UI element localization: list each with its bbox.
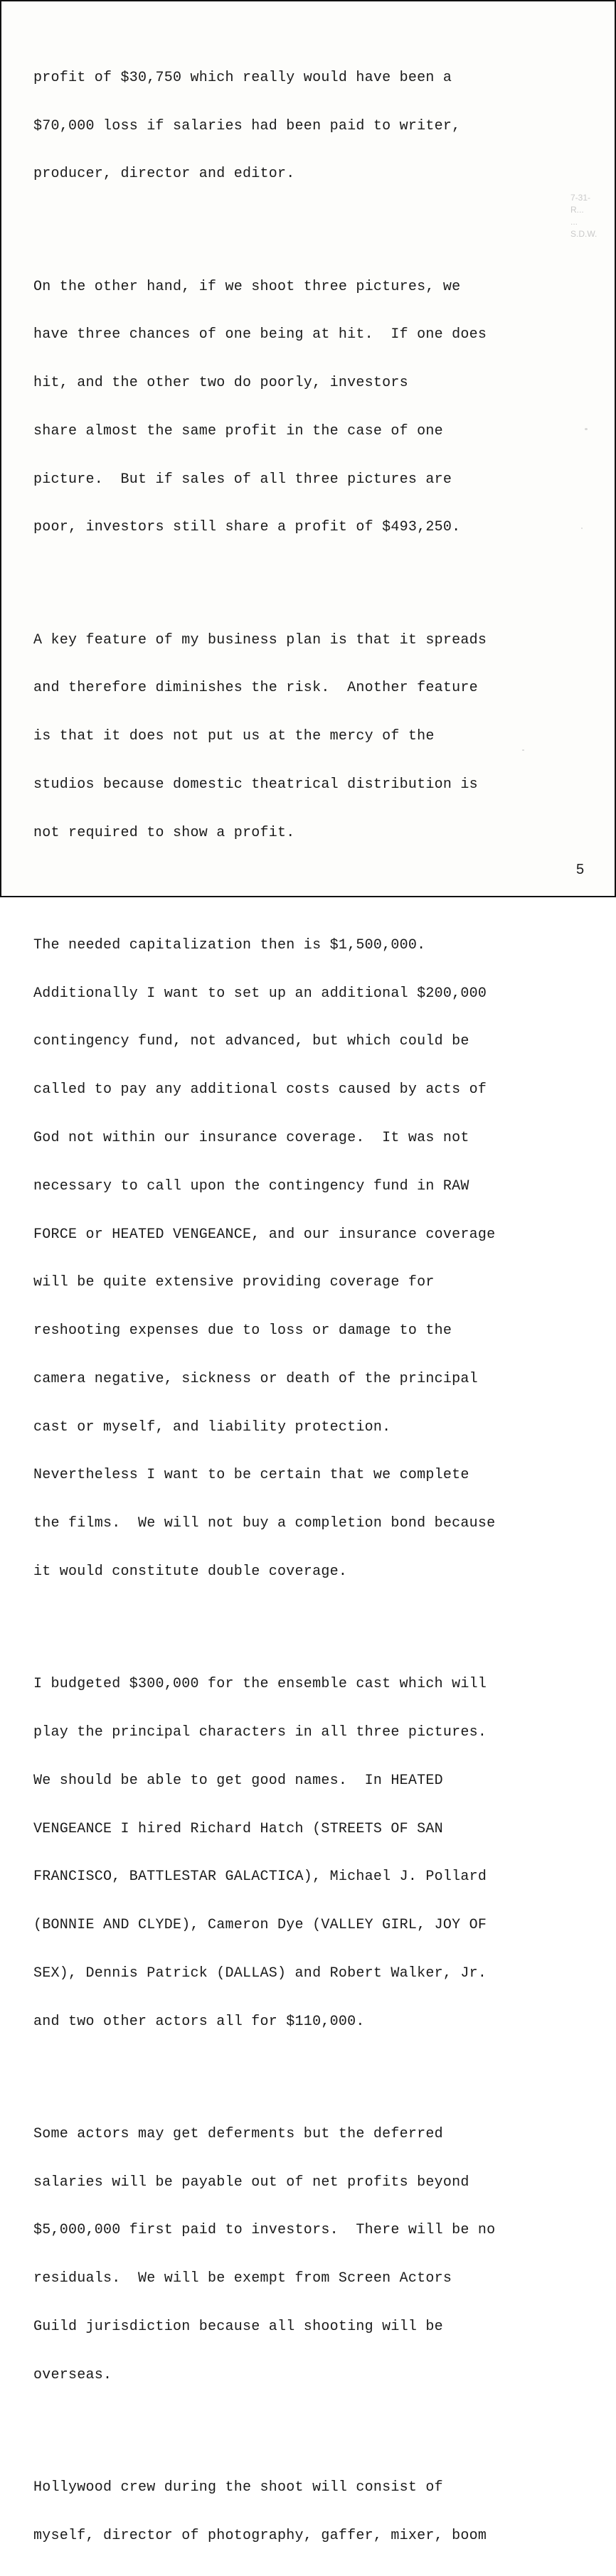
margin-annotation: 7-31- R... ... S.D.W. xyxy=(570,193,598,239)
text-line: Some actors may get deferments but the deferred xyxy=(33,2125,443,2142)
text-line: Hollywood crew during the shoot will consist of xyxy=(33,2479,443,2496)
text-line: the films. We will not buy a completion bond because xyxy=(33,1515,496,1532)
text-line: Nevertheless I want to be certain that we complete xyxy=(33,1467,469,1484)
text-line: have three chances of one being at hit. If one does xyxy=(33,326,487,343)
text-line: poor, investors still share a profit of $493,250. xyxy=(33,519,461,536)
text-line: hit, and the other two do poorly, investors xyxy=(33,375,408,392)
paragraph-gap xyxy=(33,1613,602,1629)
paper-speck xyxy=(522,749,524,751)
text-line: called to pay any additional costs caused by acts of xyxy=(33,1081,487,1099)
text-line: is that it does not put us at the mercy of the xyxy=(33,728,435,745)
text-line: On the other hand, if we shoot three pictures, we xyxy=(33,278,461,295)
text-line: Additionally I want to set up an additional $200,000 xyxy=(33,985,487,1002)
text-line: FRANCISCO, BATTLESTAR GALACTICA), Michael J. Pollard xyxy=(33,1869,487,1886)
text-line: cast or myself, and liability protection. xyxy=(33,1418,391,1436)
text-line: God not within our insurance coverage. It was not xyxy=(33,1129,469,1146)
text-line: contingency fund, not advanced, but which could be xyxy=(33,1033,469,1050)
paragraph-gap xyxy=(33,215,602,231)
text-line: and two other actors all for $110,000. xyxy=(33,2013,365,2030)
text-line: SEX), Dennis Patrick (DALLAS) and Robert Walker, Jr. xyxy=(33,1965,487,1982)
text-line: and therefore diminishes the risk. Another feature xyxy=(33,680,478,697)
text-line: overseas. xyxy=(33,2366,112,2383)
text-line: it would constitute double coverage. xyxy=(33,1564,348,1580)
text-line: I budgeted $300,000 for the ensemble cast which will xyxy=(33,1676,487,1693)
text-line: VENGEANCE I hired Richard Hatch (STREETS OF SAN xyxy=(33,1820,443,1837)
text-line: $5,000,000 first paid to investors. There will be no xyxy=(33,2222,496,2239)
text-line: producer, director and editor. xyxy=(33,166,295,183)
paper-speck xyxy=(581,528,583,529)
text-line: share almost the same profit in the case of one xyxy=(33,422,443,439)
text-line: A key feature of my business plan is that it spreads xyxy=(33,631,487,648)
text-line: We should be able to get good names. In HEATED xyxy=(33,1772,443,1789)
paragraph-gap xyxy=(33,568,602,584)
page-number: 5 xyxy=(576,862,585,877)
text-line: myself, director of photography, gaffer, mixer, boom xyxy=(33,2527,487,2544)
text-line: profit of $30,750 which really would have been a xyxy=(33,69,452,86)
text-line: FORCE or HEATED VENGEANCE, and our insurance coverage xyxy=(33,1226,496,1243)
text-line: $70,000 loss if salaries had been paid to writer, xyxy=(33,117,461,134)
paper-speck xyxy=(585,428,588,430)
text-line: reshooting expenses due to loss or damage to the xyxy=(33,1322,452,1340)
text-line: will be quite extensive providing coverage for xyxy=(33,1274,435,1291)
text-line: necessary to call upon the contingency fund in RAW xyxy=(33,1177,469,1195)
text-line: (BONNIE AND CLYDE), Cameron Dye (VALLEY GIRL, JOY OF xyxy=(33,1917,487,1934)
text-line: play the principal characters in all three pictures. xyxy=(33,1723,487,1741)
text-line: The needed capitalization then is $1,500,000. xyxy=(33,936,426,953)
paragraph-gap xyxy=(33,2062,602,2078)
paragraph-gap xyxy=(33,2415,602,2432)
paragraph-gap xyxy=(33,873,602,889)
text-line: salaries will be payable out of net profits beyond xyxy=(33,2174,469,2191)
text-line: residuals. We will be exempt from Screen Actors xyxy=(33,2270,452,2287)
body-text xyxy=(33,22,602,2576)
text-line: camera negative, sickness or death of the principal xyxy=(33,1370,478,1387)
text-line: picture. But if sales of all three pictures are xyxy=(33,471,452,488)
text-line: Guild jurisdiction because all shooting will be xyxy=(33,2318,443,2335)
text-line: studios because domestic theatrical distribution is xyxy=(33,776,478,793)
text-line: not required to show a profit. xyxy=(33,824,295,841)
